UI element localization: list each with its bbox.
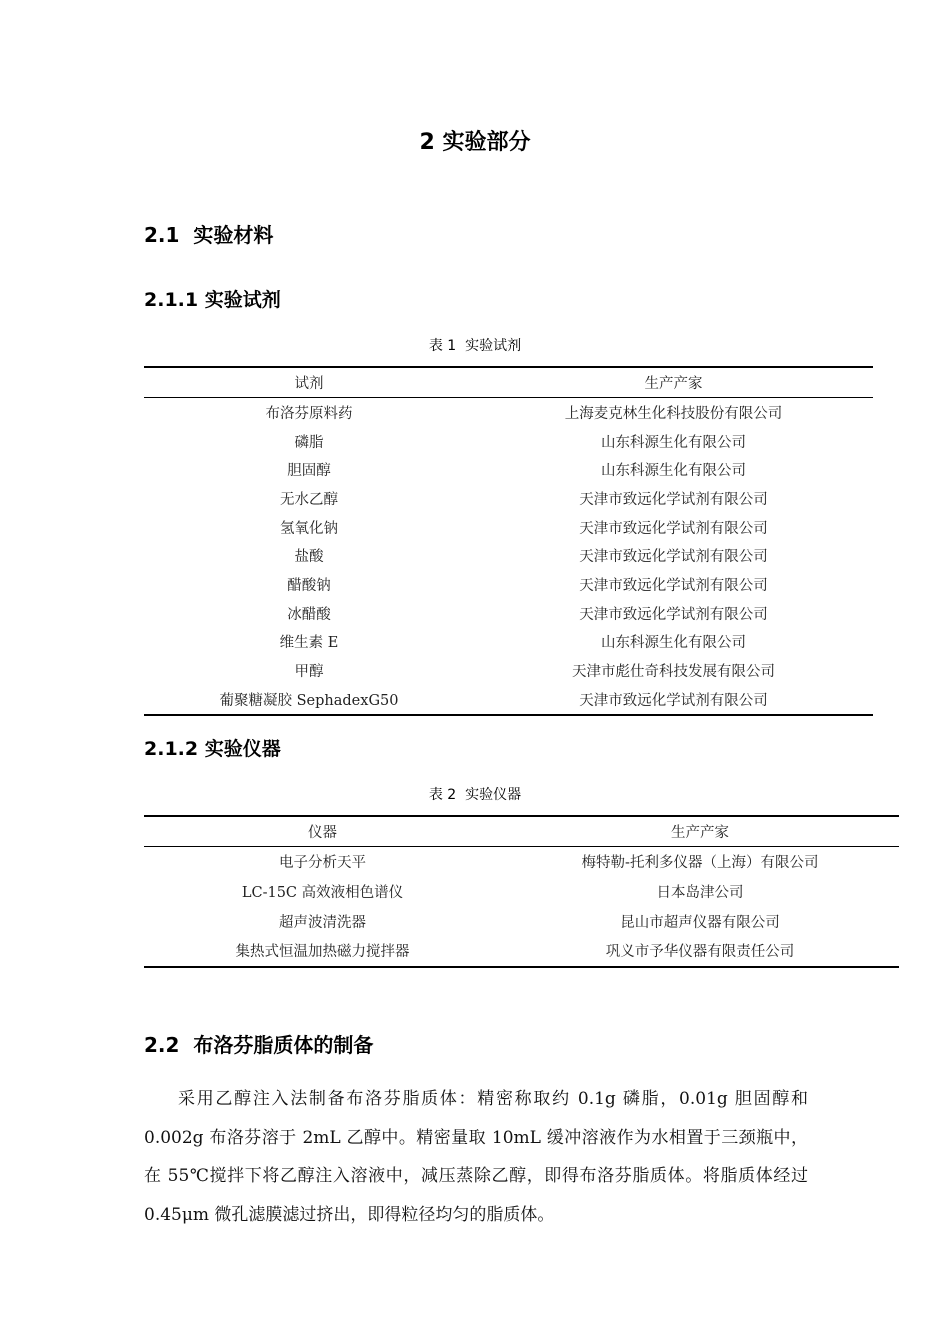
section-heading-preparation: 2.2 布洛芬脂质体的制备 (144, 1033, 374, 1057)
table-row (144, 455, 873, 484)
manufacturer-name: 巩义市予华仪器有限责任公司 (501, 936, 899, 967)
table-row (144, 599, 873, 628)
reagent-name: 无水乙醇 (280, 491, 338, 508)
table-row (144, 936, 899, 967)
table-row (144, 427, 873, 456)
manufacturer-name: 天津市致远化学试剂有限公司 (579, 577, 768, 594)
reagent-name: 葡聚糖凝胶 SephadexG50 (144, 685, 474, 715)
manufacturer-name: 昆山市超声仪器有限公司 (620, 914, 780, 931)
reagent-name: 盐酸 (294, 549, 324, 566)
reagent-name: 磷脂 (294, 434, 324, 451)
column-header-instrument: 仪器 (144, 816, 501, 847)
manufacturer-name: 山东科源生化有限公司 (601, 434, 746, 451)
manufacturer-name: 天津市致远化学试剂有限公司 (579, 520, 768, 537)
instrument-name: 超声波清洗器 (279, 914, 366, 931)
manufacturer-name: 天津市致远化学试剂有限公司 (579, 491, 768, 508)
table-row (144, 628, 873, 657)
manufacturer-name: 上海麦克林生化科技股份有限公司 (564, 405, 783, 422)
manufacturer-name: 天津市彪仕奇科技发展有限公司 (572, 664, 775, 681)
table-row (144, 656, 873, 685)
table-row (144, 484, 873, 513)
manufacturer-name: 山东科源生化有限公司 (601, 463, 746, 480)
manufacturer-name: 天津市致远化学试剂有限公司 (579, 606, 768, 623)
instruments-table (144, 815, 899, 968)
table-row (144, 398, 873, 427)
manufacturer-name: 山东科源生化有限公司 (601, 635, 746, 652)
instrument-name: 电子分析天平 (279, 855, 366, 872)
column-header-manufacturer: 生产产家 (501, 816, 899, 847)
column-header-reagent: 试剂 (144, 367, 474, 398)
reagents-table (144, 366, 873, 716)
table-header-row (144, 816, 899, 847)
instrument-name: LC-15C 高效液相色谱仪 (241, 885, 404, 902)
table-row (144, 685, 873, 715)
manufacturer-name: 梅特勒-托利多仪器（上海）有限公司 (581, 855, 819, 872)
table-row (144, 847, 899, 877)
table1-caption: 表 1 实验试剂 (428, 338, 522, 354)
subsection-heading-reagents: 2.1.1 实验试剂 (144, 289, 281, 311)
section-heading-materials: 2.1 实验材料 (144, 223, 274, 247)
table-row (144, 570, 873, 599)
manufacturer-name: 天津市致远化学试剂有限公司 (474, 685, 873, 715)
reagent-name: 醋酸钠 (287, 577, 331, 594)
table-row (144, 906, 899, 936)
body-paragraph: 采用乙醇注入法制备布洛芬脂质体：精密称取约 0.1g 磷脂，0.01g 胆固醇和 0.002g 布洛芬溶于 2mL 乙醇中。精密量取 10mL 缓冲溶液作为水相置于三颈瓶中，在 55℃搅拌下将乙醇注入溶液中，减压蒸除乙醇，即得布洛芬脂质体。将脂质体经过 0.45μm 微孔滤膜滤过挤出，即得粒径均匀的脂质体。 (144, 1089, 808, 1225)
subsection-heading-instruments: 2.1.2 实验仪器 (144, 738, 281, 760)
table-row (144, 541, 873, 570)
manufacturer-name: 天津市致远化学试剂有限公司 (579, 549, 768, 566)
reagent-name: 胆固醇 (287, 463, 331, 480)
reagent-name: 冰醋酸 (287, 606, 331, 623)
manufacturer-name: 日本岛津公司 (656, 885, 744, 902)
reagent-name: 维生素 E (279, 635, 339, 652)
reagent-name: 甲醇 (294, 664, 324, 681)
chapter-title: 2 实验部分 (419, 130, 531, 155)
table2-caption: 表 2 实验仪器 (428, 787, 522, 803)
table-header-row (144, 367, 873, 398)
instrument-name: 集热式恒温加热磁力搅拌器 (144, 936, 501, 967)
table-row (144, 513, 873, 542)
reagent-name: 氢氧化钠 (280, 520, 338, 537)
column-header-manufacturer: 生产产家 (474, 367, 873, 398)
reagent-name: 布洛芬原料药 (265, 405, 353, 422)
table-row (144, 877, 899, 907)
